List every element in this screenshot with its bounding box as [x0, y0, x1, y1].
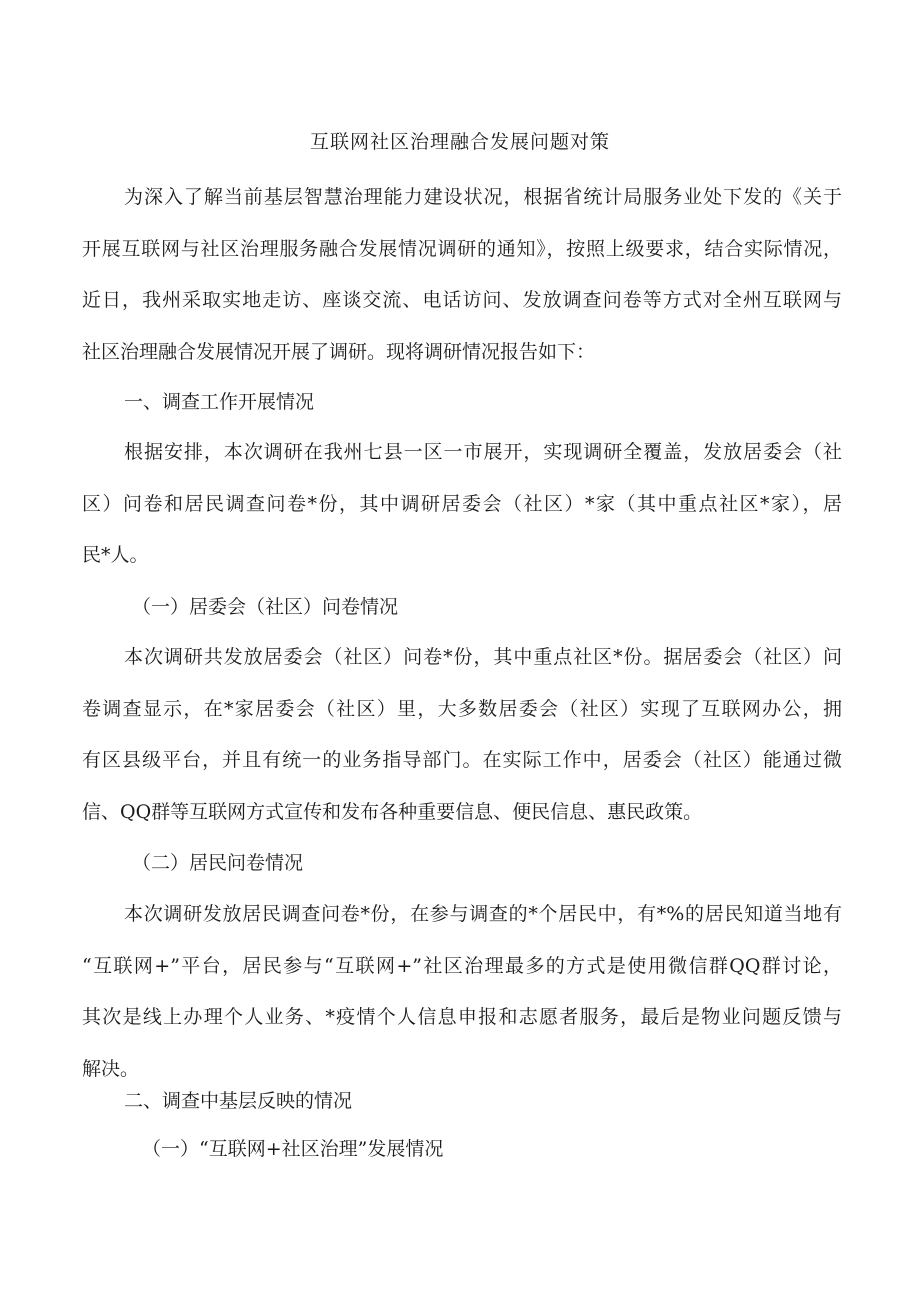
section-1-line-3: 民*人。 — [82, 544, 149, 566]
subsection-1-2-heading: （二）居民问卷情况 — [132, 852, 304, 874]
subsection-1-2-line-3: 其次是线上办理个人业务、*疫情个人信息申报和志愿者服务，最后是物业问题反馈与 — [82, 1006, 842, 1028]
subsection-1-1-line-1: 本次调研共发放居委会（社区）问卷*份，其中重点社区*份。据居委会（社区）问 — [124, 646, 842, 668]
intro-paragraph — [82, 172, 842, 378]
intro-line-3: 近日，我州采取实地走访、座谈交流、电话访问、发放调查问卷等方式对全州互联网与 — [82, 289, 842, 311]
intro-line-4: 社区治理融合发展情况开展了调研。现将调研情况报告如下： — [82, 340, 596, 363]
subsection-1-2-line-2: “互联网+”平台，居民参与“互联网+”社区治理最多的方式是使用微信群QQ群讨论， — [82, 954, 842, 977]
subsection-1-2-line-4: 解决。 — [82, 1057, 140, 1080]
subsection-1-1-heading: （一）居委会（社区）问卷情况 — [132, 596, 399, 618]
subsection-1-1-line-3: 有区县级平台，并且有统一的业务指导部门。在实际工作中，居委会（社区）能通过微 — [82, 749, 842, 771]
subsection-1-2-paragraph — [82, 889, 842, 1095]
document-title: 互联网社区治理融合发展问题对策 — [309, 131, 610, 153]
subsection-2-1-heading: （一）“互联网+社区治理”发展情况 — [142, 1138, 444, 1160]
subsection-1-1-line-4: 信、QQ群等互联网方式宣传和发布各种重要信息、便民信息、惠民政策。 — [82, 800, 703, 823]
intro-line-1: 为深入了解当前基层智慧治理能力建设状况，根据省统计局服务业处下发的《关于 — [124, 186, 842, 208]
section-1-line-2: 区）问卷和居民调查问卷*份，其中调研居委会（社区）*家（其中重点社区*家），居 — [82, 492, 842, 515]
subsection-1-1-paragraph — [82, 632, 842, 838]
subsection-1-1-line-2: 卷调查显示，在*家居委会（社区）里，大多数居委会（社区）实现了互联网办公，拥 — [82, 697, 842, 720]
section-1-heading: 一、调查工作开展情况 — [124, 391, 315, 413]
section-1-line-1: 根据安排，本次调研在我州七县一区一市展开，实现调研全覆盖，发放居委会（社 — [124, 441, 842, 463]
intro-line-2: 开展互联网与社区治理服务融合发展情况调研的通知》，按照上级要求，结合实际情况， — [82, 237, 842, 260]
section-1-paragraph — [82, 427, 842, 582]
section-2-heading: 二、调查中基层反映的情况 — [124, 1090, 353, 1112]
subsection-1-2-line-1: 本次调研发放居民调查问卷*份，在参与调查的*个居民中，有*%的居民知道当地有 — [124, 903, 842, 925]
